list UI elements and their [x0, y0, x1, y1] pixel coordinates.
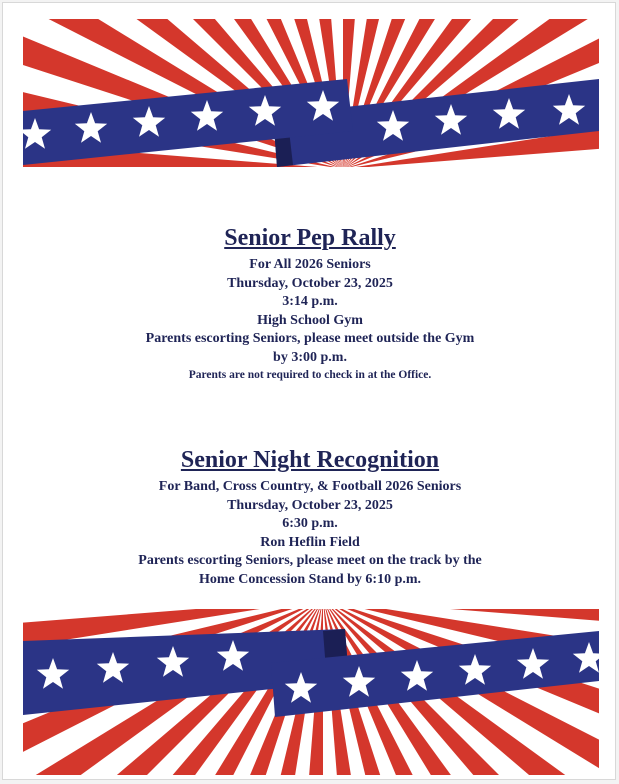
event-location: High School Gym	[257, 312, 363, 328]
event-parents-line1: Parents escorting Seniors, please meet on the track by the	[138, 553, 482, 568]
event-title: Senior Night Recognition	[180, 447, 440, 473]
event-date: Thursday, October 23, 2025	[227, 497, 393, 513]
event-note: Parents are not required to check in at the Office.	[188, 369, 432, 381]
event-time: 3:14 p.m.	[282, 294, 338, 309]
patriotic-banner-top	[23, 19, 599, 167]
event-pep-rally	[3, 223, 616, 383]
event-time: 6:30 p.m.	[282, 516, 338, 531]
event-location: Ron Heflin Field	[260, 534, 360, 550]
event-senior-night	[3, 445, 616, 589]
flyer-page	[2, 2, 616, 780]
event-title: Senior Pep Rally	[224, 225, 396, 251]
event-parents-line2: Home Concession Stand by 6:10 p.m.	[198, 571, 422, 587]
event-audience: For All 2026 Seniors	[249, 257, 371, 272]
patriotic-banner-bottom	[23, 609, 599, 775]
event-parents-line1: Parents escorting Seniors, please meet outside the Gym	[145, 331, 475, 346]
event-parents-line2: by 3:00 p.m.	[273, 349, 347, 365]
event-date: Thursday, October 23, 2025	[227, 275, 393, 291]
event-audience: For Band, Cross Country, & Football 2026 Seniors	[158, 479, 462, 494]
